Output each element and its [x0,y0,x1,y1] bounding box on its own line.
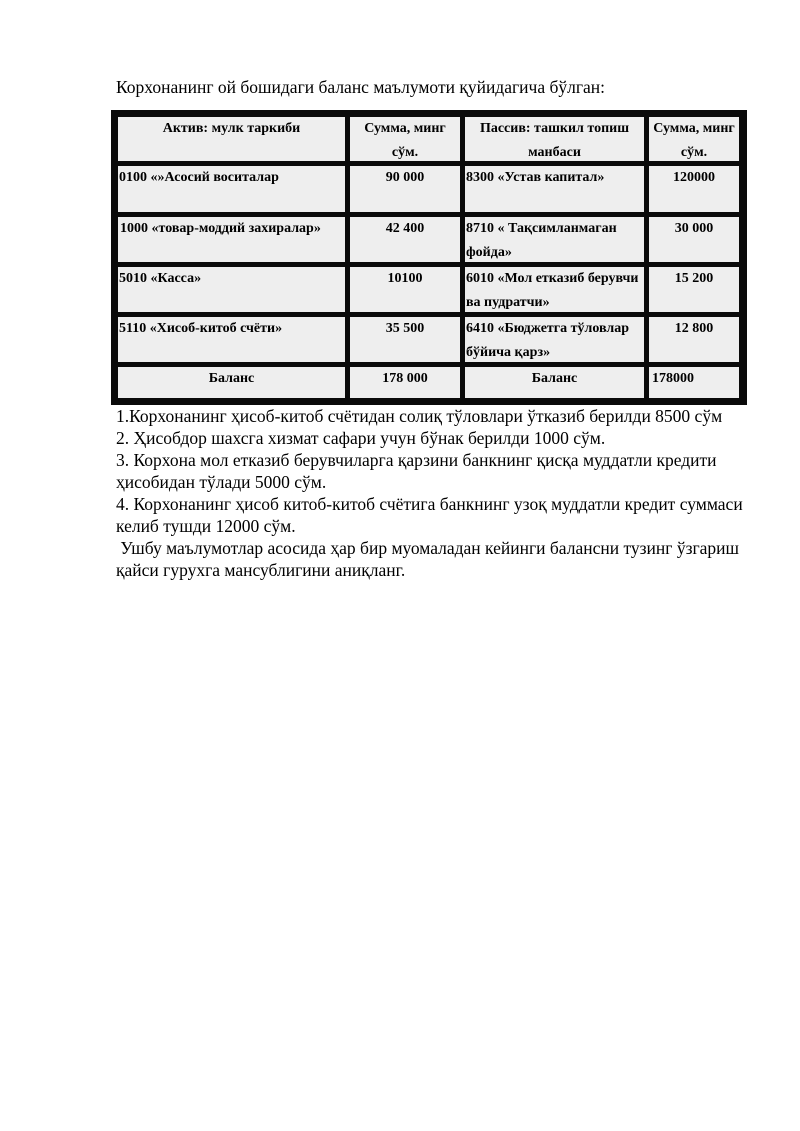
row-1-liability: 8300 «Устав капитал» [465,166,644,212]
paragraph-5: Ушбу маълумотлар асосида ҳар бир муомаладан кейинги балансни тузинг ўзгариш қайси гурухга мансублигини аниқланг. [116,538,744,580]
row-3-asset: 5010 «Касса» [118,267,345,312]
paragraph-3: 3. Корхона мол етказиб берувчиларга қарзини банкнинг қисқа муддатли кредити ҳисобидан тўлади 5000 сўм. [116,450,717,492]
row-4-asset-sum: 35 500 [350,317,460,362]
row-3-asset-sum: 10100 [350,267,460,312]
intro-text: Корхонанинг ой бошидаги баланс маълумоти қуйидагича бўлган: [116,77,606,97]
total-asset-sum: 178 000 [350,367,460,398]
paragraph-1: 1.Корхонанинг ҳисоб-китоб счётидан солиқ тўловлари ўтказиб берилди 8500 сўм [116,406,723,426]
paragraph-4: 4. Корхонанинг ҳисоб китоб-китоб счётига банкнинг узоқ муддатли кредит суммаси келиб тушди 12000 сўм. [116,494,743,536]
header-asset: Актив: мулк таркиби [118,117,345,161]
row-2-liability-sum: 30 000 [649,217,739,262]
header-asset-sum: Сумма, минг сўм. [350,117,460,161]
header-liability: Пассив: ташкил топиш манбаси [465,117,644,161]
total-liability-sum: 178000 [649,367,739,398]
row-1-asset: 0100 «»Асосий воситалар [118,166,345,212]
task-paragraphs [116,405,756,581]
row-1-liability-sum: 120000 [649,166,739,212]
row-2-liability: 8710 « Тақсимланмаган фойда» [465,217,644,262]
row-2-asset-sum: 42 400 [350,217,460,262]
row-4-liability-sum: 12 800 [649,317,739,362]
row-2-asset: 1000 «товар-моддий захиралар» [118,217,345,262]
balance-table [111,110,747,405]
row-3-liability-sum: 15 200 [649,267,739,312]
paragraph-2: 2. Ҳисобдор шахсга хизмат сафари учун бўнак берилди 1000 сўм. [116,428,606,448]
total-asset-label: Баланс [118,367,345,398]
row-1-asset-sum: 90 000 [350,166,460,212]
row-3-liability: 6010 «Мол етказиб берувчи ва пудратчи» [465,267,644,312]
row-4-asset: 5110 «Хисоб-китоб счёти» [118,317,345,362]
row-4-liability: 6410 «Бюджетга тўловлар бўйича қарз» [465,317,644,362]
header-liability-sum: Сумма, минг сўм. [649,117,739,161]
total-liability-label: Баланс [465,367,644,398]
